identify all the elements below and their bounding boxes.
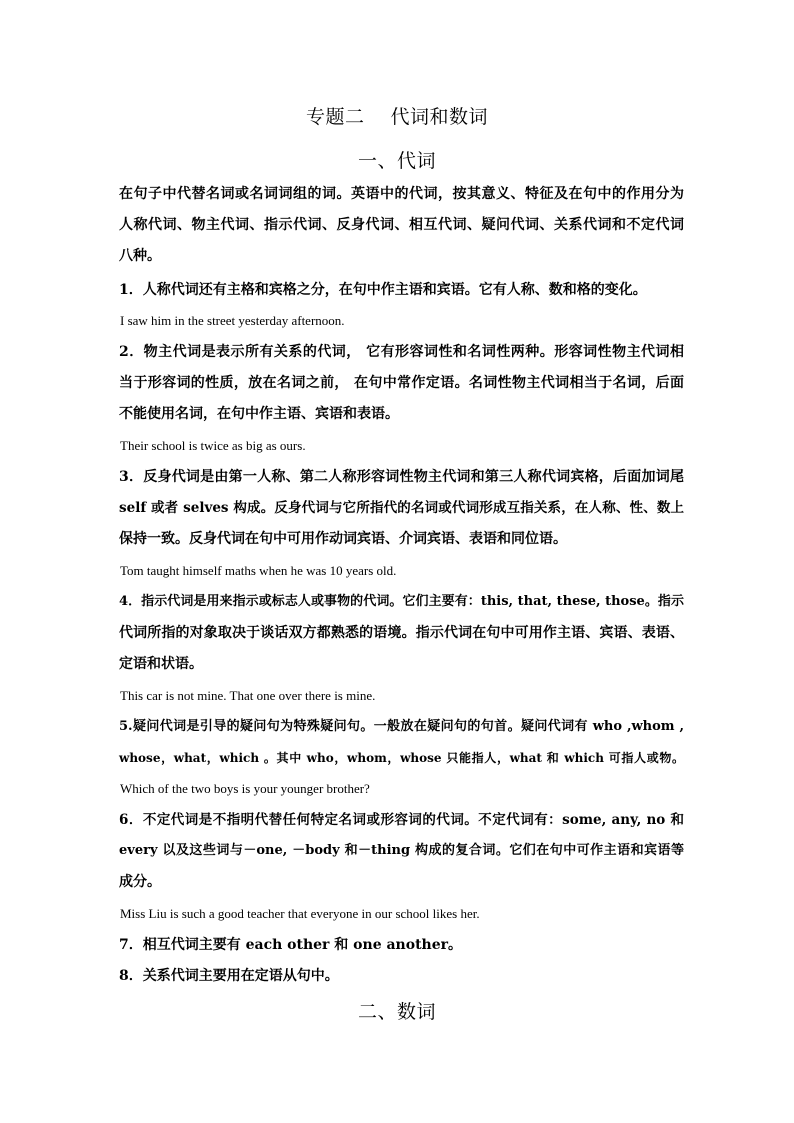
section-heading-numerals: 二、数词 <box>357 1001 436 1023</box>
intro-line-3: 八种。 <box>119 248 161 264</box>
intro-line-1: 在句子中代替名词或名词词组的词。英语中的代词，按其意义、特征及在句中的作用分为 <box>119 186 684 202</box>
item-6-line-1: 6．不定代词是不指明代替任何特定名词或形容词的代词。不定代词有：some, any, no 和 <box>119 812 684 828</box>
item-8-line-1: 8．关系代词主要用在定语从句中。 <box>119 968 339 984</box>
item-5-example: Which of the two boys is your younger brother? <box>120 781 370 796</box>
intro-line-2: 人称代词、物主代词、指示代词、反身代词、相互代词、疑问代词、关系代词和不定代词 <box>119 217 684 233</box>
document-title-topic: 专题二 <box>305 106 365 128</box>
item-5-line-2: whose，what，which 。其中 who，whom，whose 只能指人，what 和 which 可指人或物。 <box>119 751 684 765</box>
document-title <box>0 102 794 129</box>
section-heading-pronouns: 一、代词 <box>357 150 436 172</box>
item-3-example: Tom taught himself maths when he was 10 years old. <box>120 563 397 578</box>
item-5-line-1: 5.疑问代词是引导的疑问句为特殊疑问句。一般放在疑问句的句首。疑问代词有 who ,whom , <box>119 719 684 734</box>
item-3-line-1: 3．反身代词是由第一人称、第二人称形容词性物主代词和第三人称代词宾格，后面加词尾 <box>119 469 684 485</box>
item-3-line-2: self 或者 selves 构成。反身代词与它所指代的名词或代词形成互指关系，在人称、性、数上 <box>119 500 684 516</box>
item-2-line-2: 当于形容词的性质，放在名词之前， 在句中常作定语。名词性物主代词相当于名词，后面 <box>119 375 684 391</box>
item-4-line-1: 4．指示代词是用来指示或标志人或事物的代词。它们主要有：this, that, these, those。指示 <box>119 594 684 609</box>
item-4-line-3: 定语和状语。 <box>119 656 203 672</box>
item-3-line-3: 保持一致。反身代词在句中可用作动词宾语、介词宾语、表语和同位语。 <box>119 531 567 547</box>
item-6-line-2: every 以及这些词与－one, －body 和－thing 构成的复合词。它们在句中可作主语和宾语等 <box>119 843 684 858</box>
item-4-line-2: 代词所指的对象取决于谈话双方都熟悉的语境。指示代词在句中可用作主语、宾语、表语、 <box>119 625 684 641</box>
item-7-line-1: 7．相互代词主要有 each other 和 one another。 <box>119 937 462 953</box>
item-6-line-3: 成分。 <box>119 874 161 890</box>
item-2-line-3: 不能使用名词，在句中作主语、宾语和表语。 <box>119 406 399 422</box>
item-2-example: Their school is twice as big as ours. <box>120 438 306 453</box>
item-6-example: Miss Liu is such a good teacher that everyone in our school likes her. <box>120 906 480 921</box>
document-title-subject: 代词和数词 <box>390 106 489 128</box>
item-2-line-1: 2．物主代词是表示所有关系的代词， 它有形容词性和名词性两种。形容词性物主代词相 <box>119 344 684 360</box>
item-1-line-1: 1．人称代词还有主格和宾格之分，在句中作主语和宾语。它有人称、数和格的变化。 <box>119 282 647 298</box>
item-4-example: This car is not mine. That one over there is mine. <box>120 688 376 703</box>
item-1-example: I saw him in the street yesterday afternoon. <box>120 313 345 328</box>
